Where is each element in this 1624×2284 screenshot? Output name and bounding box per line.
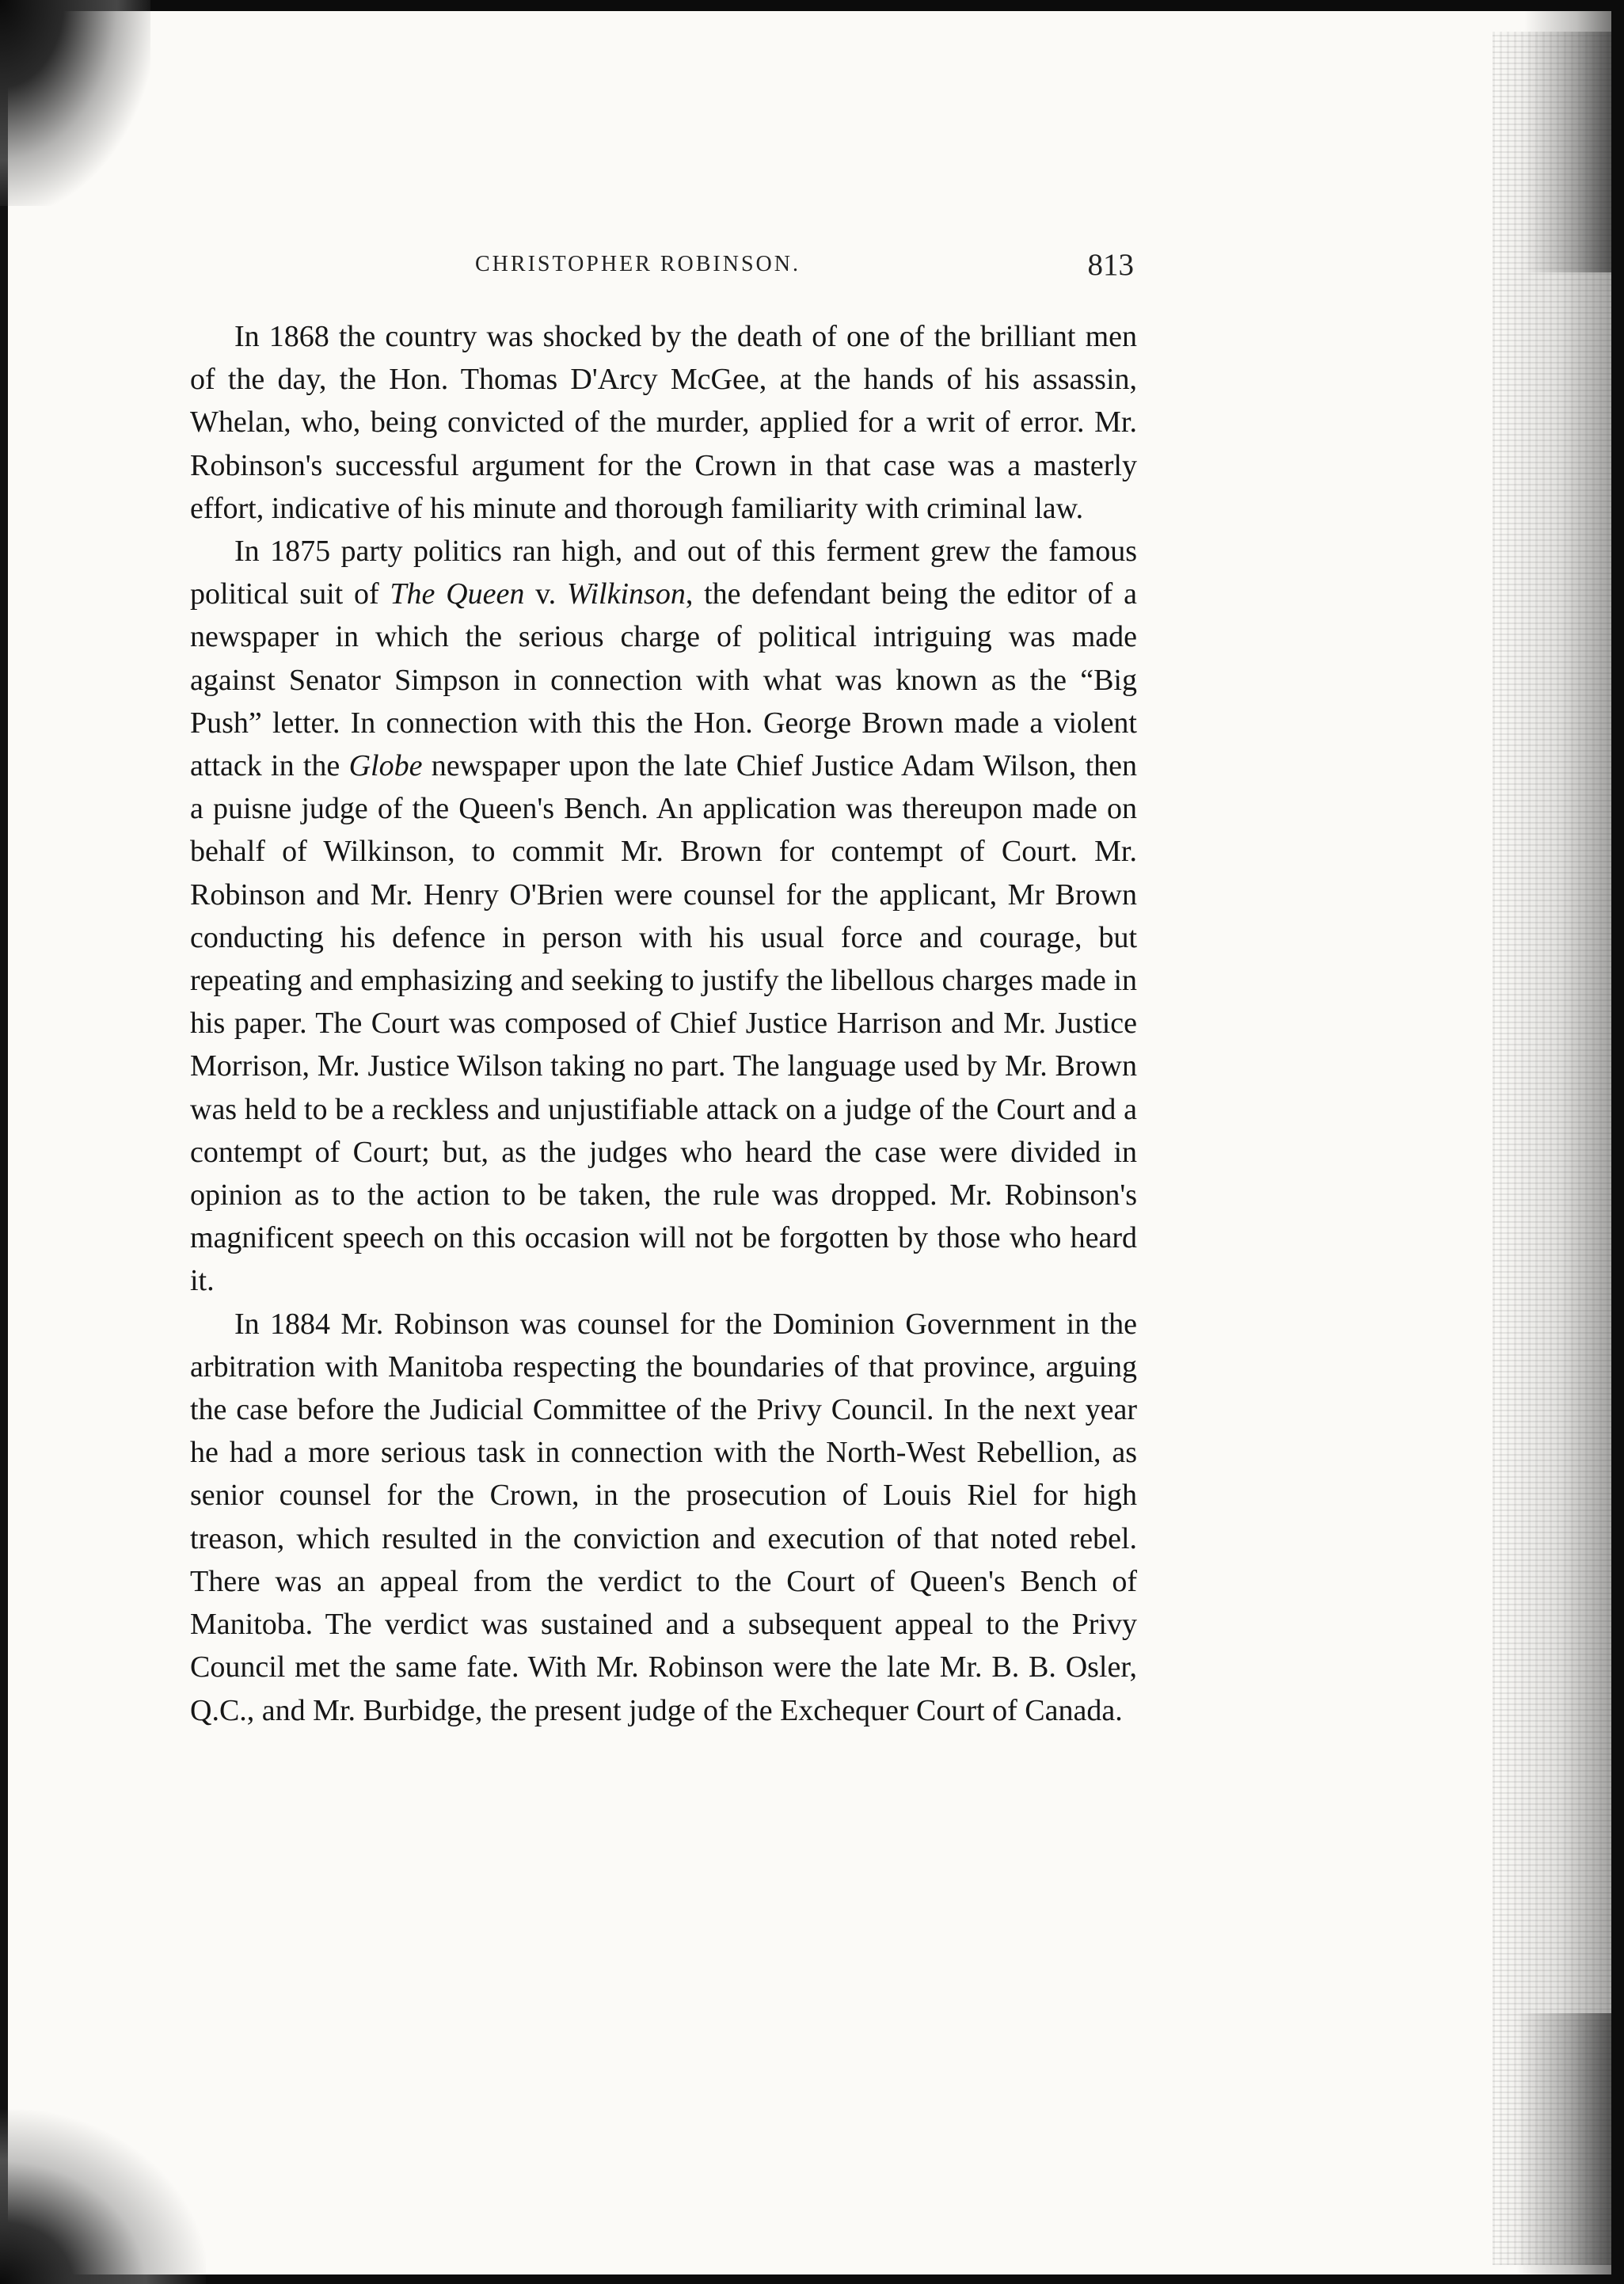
paragraph-2-text: newspaper upon the late Chief Justice Adam Wilson, then a puisne judge of the Queen's Bench. An application was thereupon made on behalf of Wilkinson, to commit Mr. Brown for contempt of Court. Mr. Robinson and Mr. Henry O'Brien were counsel for the applicant, Mr Brown conducting his defence in person with his usual force and courage, but repeating and emphasizing and seeking to justify the libellous charges made in his paper. The Court was composed of Chief Justice Harrison and Mr. Justice Morrison, Mr. Justice Wilson taking no part. The language used by Mr. Brown was held to be a reckless and unjustifiable attack on a judge of the Court and a contempt of Court; but, as the judges who heard the case were divided in opinion as to the action to be taken, the rule was dropped. Mr. Robinson's magnificent speech on this occasion will not be forgotten by those who heard it. <box>190 749 1137 1298</box>
case-name-wilkinson: Wilkinson <box>566 577 686 611</box>
scan-noise-right-margin <box>1493 32 1611 2265</box>
scan-border-bottom <box>0 2274 1624 2284</box>
page-number: 813 <box>1087 248 1134 282</box>
paragraph-1 <box>190 315 1137 530</box>
running-head <box>190 247 1150 287</box>
running-head-title: CHRISTOPHER ROBINSON. <box>475 252 801 276</box>
paragraph-2 <box>190 530 1137 1303</box>
scan-border-top <box>0 0 1624 11</box>
scan-shadow-top-left <box>0 0 150 206</box>
scan-shadow-top-right <box>1524 11 1611 272</box>
body-text <box>190 315 1137 1732</box>
case-name-queen: The Queen <box>390 577 525 611</box>
scan-shadow-bottom-left <box>0 2110 206 2284</box>
paragraph-2-text: In 1875 party politics ran high, and out of this ferment grew the famous political suit of <box>190 535 1137 611</box>
paragraph-1-text: In 1868 the country was shocked by the death of one of the brilliant men of the day, the Hon. Thomas D'Arcy McGee, at the hands of his assassin, Whelan, who, being convicted of the murder, applied for a writ of error. Mr. Robinson's successful argument for the Crown in that case was a masterly effort, indicative of his minute and thorough familiarity with criminal law. <box>190 320 1137 525</box>
newspaper-name-globe: Globe <box>348 749 423 783</box>
scan-border-left <box>0 0 8 2284</box>
paragraph-3 <box>190 1303 1137 1732</box>
paragraph-2-text: v. <box>524 577 567 611</box>
paragraph-2-text: , the defendant being the editor of a newspaper in which the serious charge of political intriguing was made against Senator Simpson in connection with what was known as the “Big Push” letter. In connection with this the Hon. George Brown made a violent attack in the <box>190 577 1137 783</box>
scan-shadow-bottom-right <box>1516 2013 1611 2274</box>
paragraph-3-text: In 1884 Mr. Robinson was counsel for the Dominion Government in the arbitration with Manitoba respecting the boundaries of that province, arguing the case before the Judicial Committee of the Privy Council. In the next year he had a more serious task in connection with the North-West Rebellion, as senior counsel for the Crown, in the prosecution of Louis Riel for high treason, which resulted in the conviction and execution of that noted rebel. There was an appeal from the verdict to the Court of Queen's Bench of Manitoba. The verdict was sustained and a subsequent appeal to the Privy Council met the same fate. With Mr. Robinson were the late Mr. B. B. Osler, Q.C., and Mr. Burbidge, the present judge of the Exchequer Court of Canada. <box>190 1307 1137 1727</box>
scan-border-right <box>1611 0 1624 2284</box>
